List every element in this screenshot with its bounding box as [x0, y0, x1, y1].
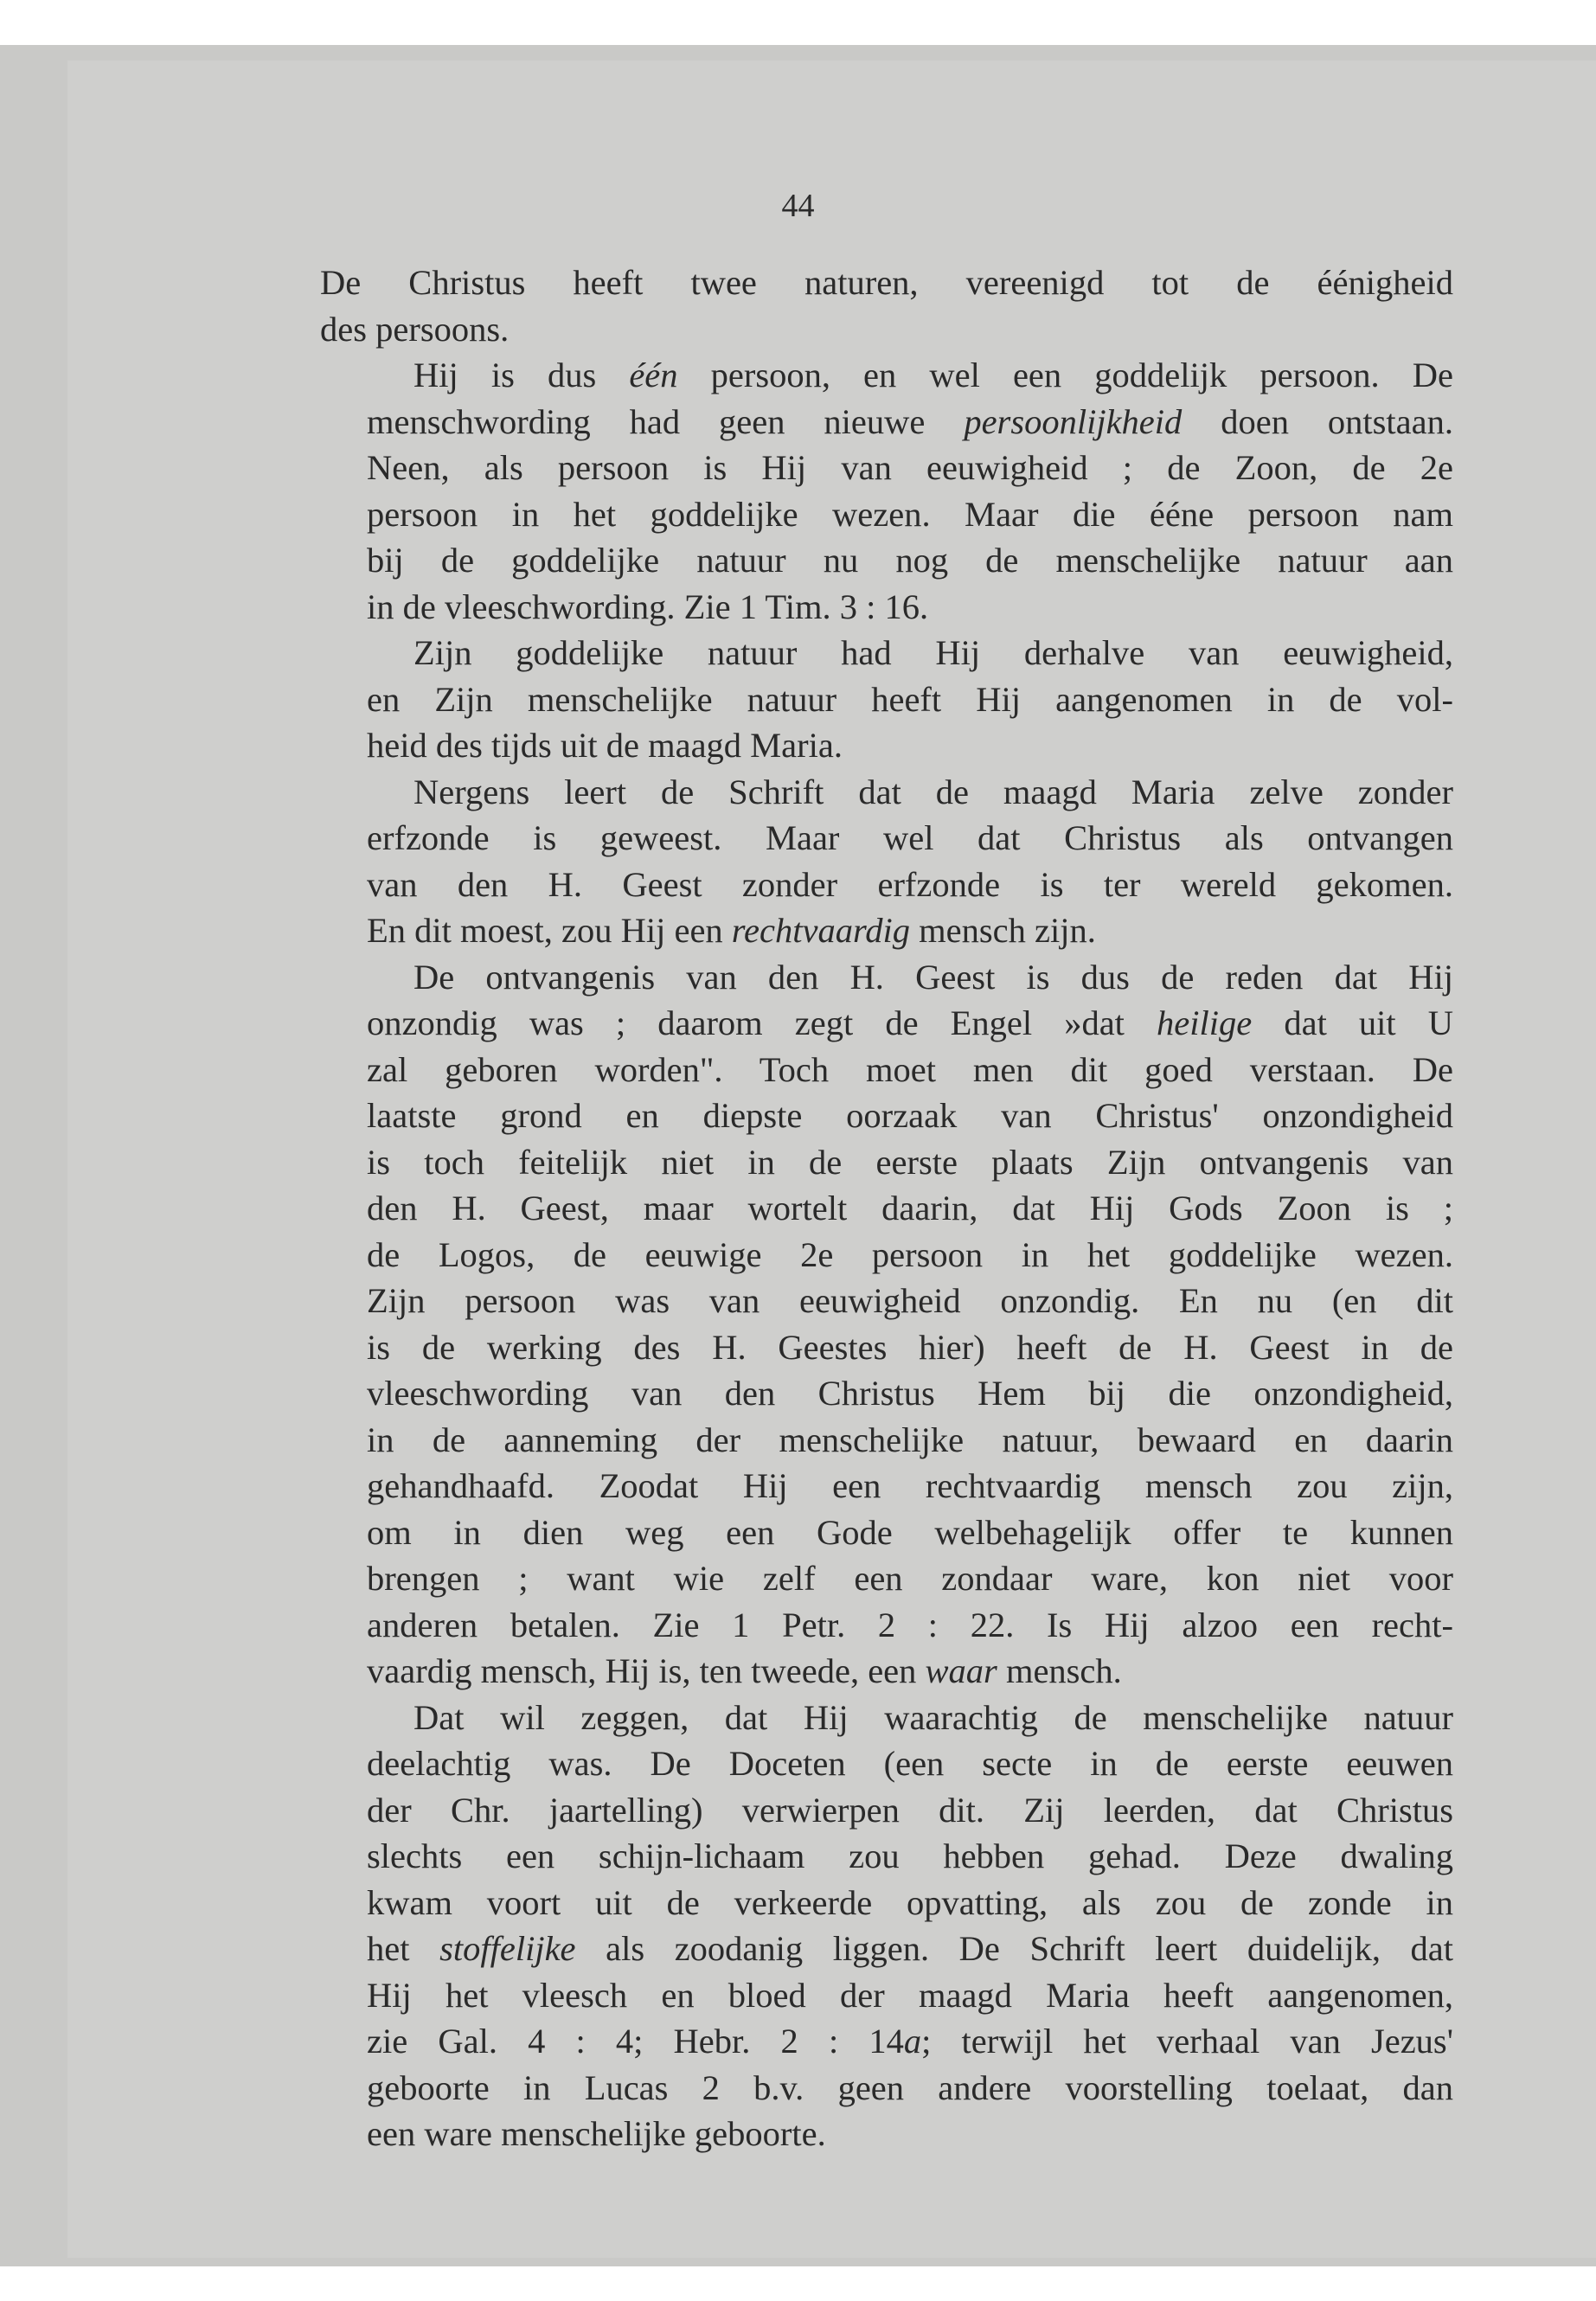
- text-line: Neen, als persoon is Hij van eeuwigheid ; de Zoon, de 2e: [367, 448, 1453, 487]
- text-line: om in dien weg een Gode welbehagelijk offer te kunnen: [367, 1512, 1453, 1552]
- text-line: in de vleeschwording. Zie 1 Tim. 3 : 16.: [367, 586, 929, 626]
- paragraph: [320, 260, 1453, 352]
- text-line: het stoffelijke als zoodanig liggen. De Schrift leert duidelijk, dat: [367, 1929, 1454, 1968]
- text-line: En dit moest, zou Hij een rechtvaardig mensch zijn.: [367, 911, 1096, 950]
- text-line: onzondig was ; daarom zegt de Engel »dat heilige dat uit U: [367, 1003, 1454, 1042]
- text-line: een ware menschelijke geboorte.: [367, 2114, 826, 2153]
- page-number: 44: [781, 188, 815, 224]
- text-line: is toch feitelijk niet in de eerste plaats Zijn ontvangenis van: [367, 1142, 1453, 1182]
- text-line: laatste grond en diepste oorzaak van Christus' onzondigheid: [367, 1096, 1453, 1135]
- paragraph: [320, 954, 1453, 1695]
- text-line: bij de goddelijke natuur nu nog de menschelijke natuur aan: [367, 541, 1453, 580]
- body-text: [320, 260, 1453, 2157]
- text-line: van den H. Geest zonder erfzonde is ter wereld gekomen.: [367, 864, 1453, 904]
- text-line: heid des tijds uit de maagd Maria.: [367, 726, 843, 765]
- text-line: Hij is dus één persoon, en wel een goddelijk persoon. De: [413, 356, 1453, 394]
- text-line: kwam voort uit de verkeerde opvatting, als zou de zonde in: [367, 1882, 1453, 1922]
- text-line: persoon in het goddelijke wezen. Maar die ééne persoon nam: [367, 494, 1453, 534]
- text-line: geboorte in Lucas 2 b.v. geen andere voorstelling toelaat, dan: [367, 2067, 1453, 2107]
- paragraph: [320, 1695, 1453, 2157]
- text-line: gehandhaafd. Zoodat Hij een rechtvaardig mensch zou zijn,: [367, 1466, 1453, 1505]
- text-line: en Zijn menschelijke natuur heeft Hij aangenomen in de vol-: [367, 679, 1453, 719]
- text-line: brengen ; want wie zelf een zondaar ware, kon niet voor: [367, 1559, 1453, 1598]
- text-line: deelachtig was. De Doceten (een secte in de eerste eeuwen: [367, 1744, 1453, 1783]
- text-line: zal geboren worden". Toch moet men dit goed verstaan. De: [367, 1049, 1453, 1089]
- text-line: De ontvangenis van den H. Geest is dus de reden dat Hij: [413, 957, 1453, 997]
- text-line: vaardig mensch, Hij is, ten tweede, een waar mensch.: [367, 1651, 1122, 1690]
- paragraph: [320, 769, 1453, 954]
- text-line: is de werking des H. Geestes hier) heeft de H. Geest in de: [367, 1327, 1453, 1367]
- text-line: in de aanneming der menschelijke natuur, bewaard en daarin: [367, 1420, 1453, 1459]
- text-line: Hij het vleesch en bloed der maagd Maria heeft aangenomen,: [367, 1975, 1453, 2015]
- text-line: menschwording had geen nieuwe persoonlijkheid doen ontstaan.: [367, 401, 1453, 441]
- text-line: den H. Geest, maar wortelt daarin, dat Hij Gods Zoon is ;: [367, 1189, 1453, 1227]
- text-line: Dat wil zeggen, dat Hij waarachtig de menschelijke natuur: [413, 1697, 1453, 1737]
- text-line: De Christus heeft twee naturen, vereenigd tot de éénigheid: [320, 263, 1453, 302]
- text-line: des persoons.: [320, 309, 510, 349]
- paragraph: [320, 630, 1453, 769]
- text-line: anderen betalen. Zie 1 Petr. 2 : 22. Is Hij alzoo een recht-: [367, 1605, 1453, 1644]
- text-line: zie Gal. 4 : 4; Hebr. 2 : 14a; terwijl het verhaal van Jezus': [367, 2022, 1453, 2061]
- paragraph: [320, 352, 1453, 630]
- text-line: vleeschwording van den Christus Hem bij die onzondigheid,: [367, 1374, 1453, 1413]
- text-line: Nergens leert de Schrift dat de maagd Maria zelve zonder: [413, 772, 1453, 811]
- text-line: der Chr. jaartelling) verwierpen dit. Zij leerden, dat Christus: [367, 1790, 1453, 1830]
- text-line: de Logos, de eeuwige 2e persoon in het goddelijke wezen.: [367, 1234, 1453, 1274]
- text-line: erfzonde is geweest. Maar wel dat Christus als ontvangen: [367, 818, 1453, 857]
- text-line: slechts een schijn-lichaam zou hebben gehad. Deze dwaling: [367, 1836, 1453, 1875]
- text-line: Zijn goddelijke natuur had Hij derhalve van eeuwigheid,: [413, 633, 1453, 672]
- text-line: Zijn persoon was van eeuwigheid onzondig. En nu (en dit: [367, 1281, 1453, 1320]
